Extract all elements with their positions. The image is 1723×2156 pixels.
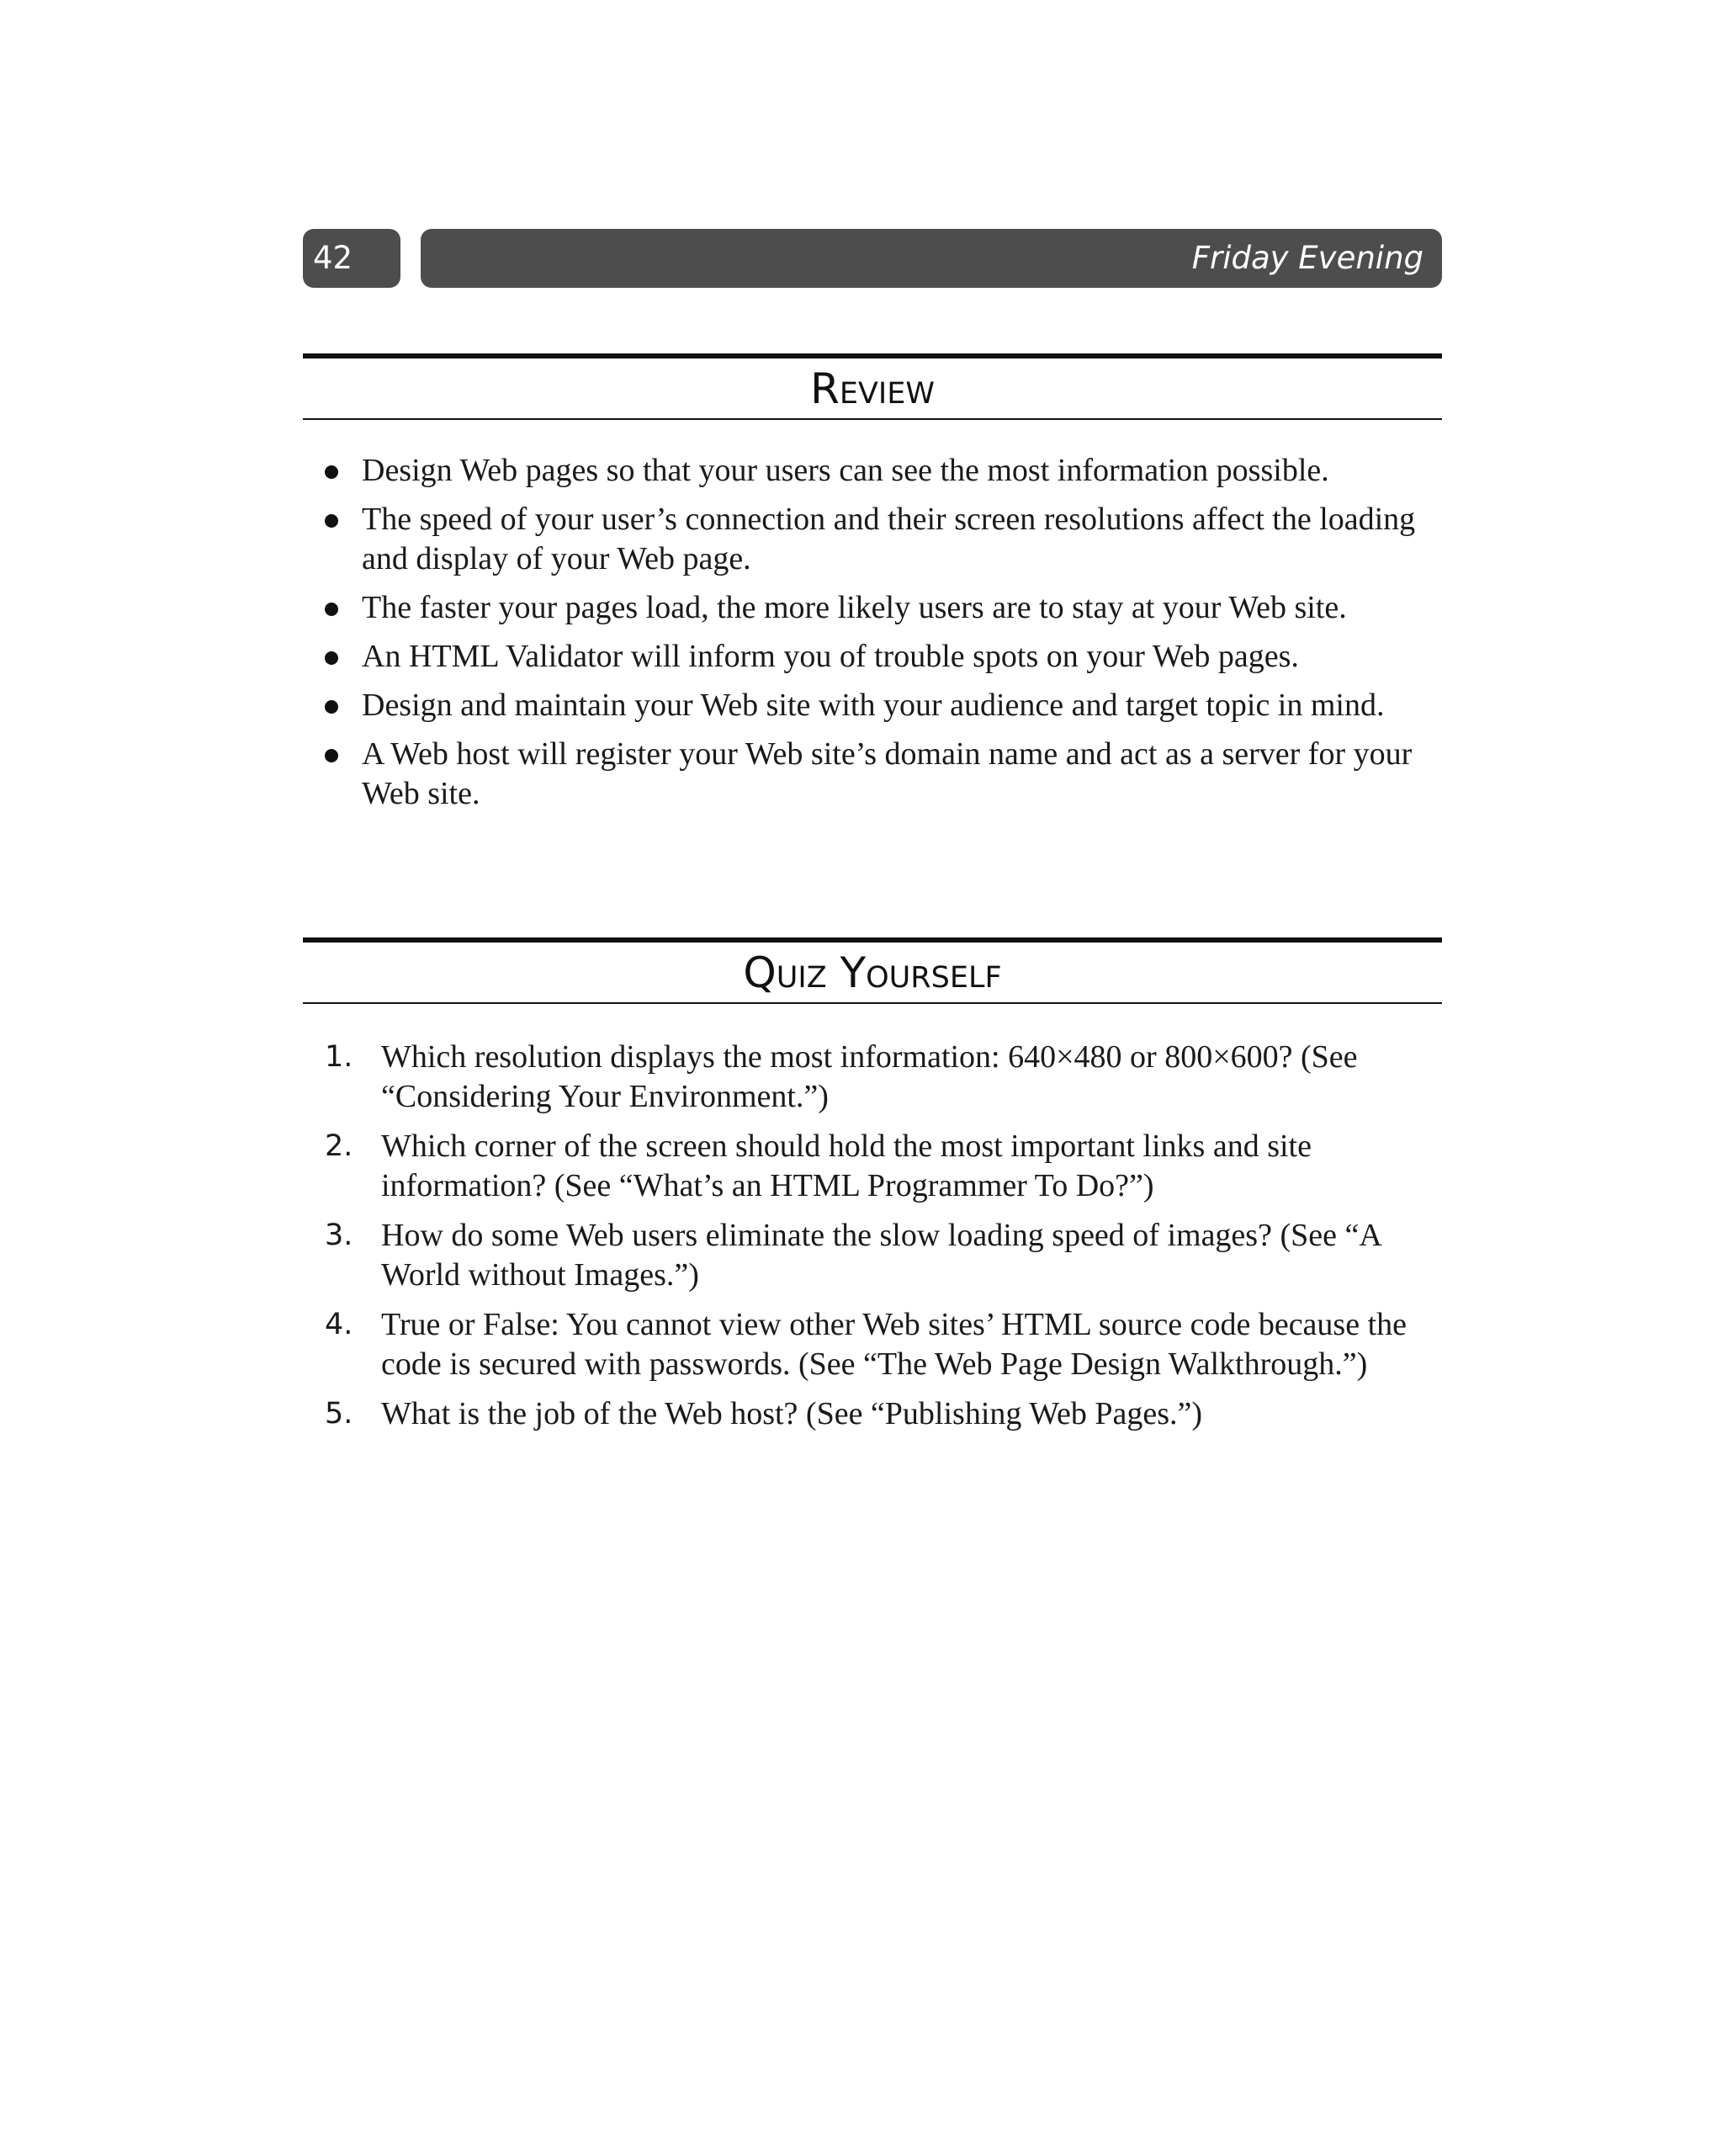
bullet-icon bbox=[325, 514, 338, 528]
review-list bbox=[303, 451, 1442, 823]
quiz-item-number: 5. bbox=[325, 1397, 353, 1431]
review-item-text: The speed of your user’s connection and their screen resolutions affect the loading and display of your Web page. bbox=[362, 502, 1416, 576]
quiz-item bbox=[303, 1305, 1442, 1384]
quiz-section-heading bbox=[303, 937, 1442, 1004]
quiz-item-text: What is the job of the Web host? (See “Publishing Web Pages.”) bbox=[381, 1396, 1203, 1431]
review-item-text: A Web host will register your Web site’s domain name and act as a server for your Web site. bbox=[362, 736, 1413, 811]
review-item bbox=[303, 451, 1442, 491]
quiz-item-text: Which corner of the screen should hold the most important links and site information? (See “What’s an HTML Programmer To Do?”) bbox=[381, 1128, 1312, 1203]
quiz-item-text: True or False: You cannot view other Web sites’ HTML source code because the code is secured with passwords. (See “The Web Page Design Walkthrough.”) bbox=[381, 1307, 1408, 1382]
page-number: 42 bbox=[303, 229, 400, 288]
quiz-item bbox=[303, 1038, 1442, 1117]
bullet-icon bbox=[325, 700, 338, 714]
quiz-item-number: 4. bbox=[325, 1308, 353, 1341]
quiz-item bbox=[303, 1127, 1442, 1206]
quiz-item-number: 1. bbox=[325, 1040, 353, 1074]
review-section-heading bbox=[303, 353, 1442, 420]
review-item bbox=[303, 500, 1442, 579]
review-item-text: Design and maintain your Web site with your audience and target topic in mind. bbox=[362, 688, 1385, 723]
review-item bbox=[303, 686, 1442, 725]
quiz-item-text: Which resolution displays the most information: 640×480 or 800×600? (See “Considering Your Environment.”) bbox=[381, 1039, 1358, 1114]
bullet-icon bbox=[325, 749, 338, 762]
review-item-text: An HTML Validator will inform you of trouble spots on your Web pages. bbox=[362, 639, 1299, 674]
quiz-heading-text: Quiz Yourself bbox=[743, 948, 1002, 997]
quiz-item-number: 2. bbox=[325, 1129, 353, 1163]
quiz-list bbox=[303, 1038, 1442, 1444]
quiz-item-number: 3. bbox=[325, 1219, 353, 1252]
review-item bbox=[303, 735, 1442, 814]
quiz-item-text: How do some Web users eliminate the slow loading speed of images? (See “A World without Images.”) bbox=[381, 1218, 1381, 1293]
bullet-icon bbox=[325, 651, 338, 665]
bullet-icon bbox=[325, 465, 338, 479]
quiz-item bbox=[303, 1394, 1442, 1434]
review-item-text: The faster your pages load, the more likely users are to stay at your Web site. bbox=[362, 590, 1347, 625]
review-heading-text: Review bbox=[810, 364, 935, 413]
review-item bbox=[303, 588, 1442, 628]
review-item bbox=[303, 637, 1442, 677]
running-title: Friday Evening bbox=[421, 229, 1442, 288]
quiz-item bbox=[303, 1216, 1442, 1295]
review-item-text: Design Web pages so that your users can see the most information possible. bbox=[362, 453, 1329, 488]
running-header bbox=[303, 229, 1442, 288]
bullet-icon bbox=[325, 603, 338, 616]
